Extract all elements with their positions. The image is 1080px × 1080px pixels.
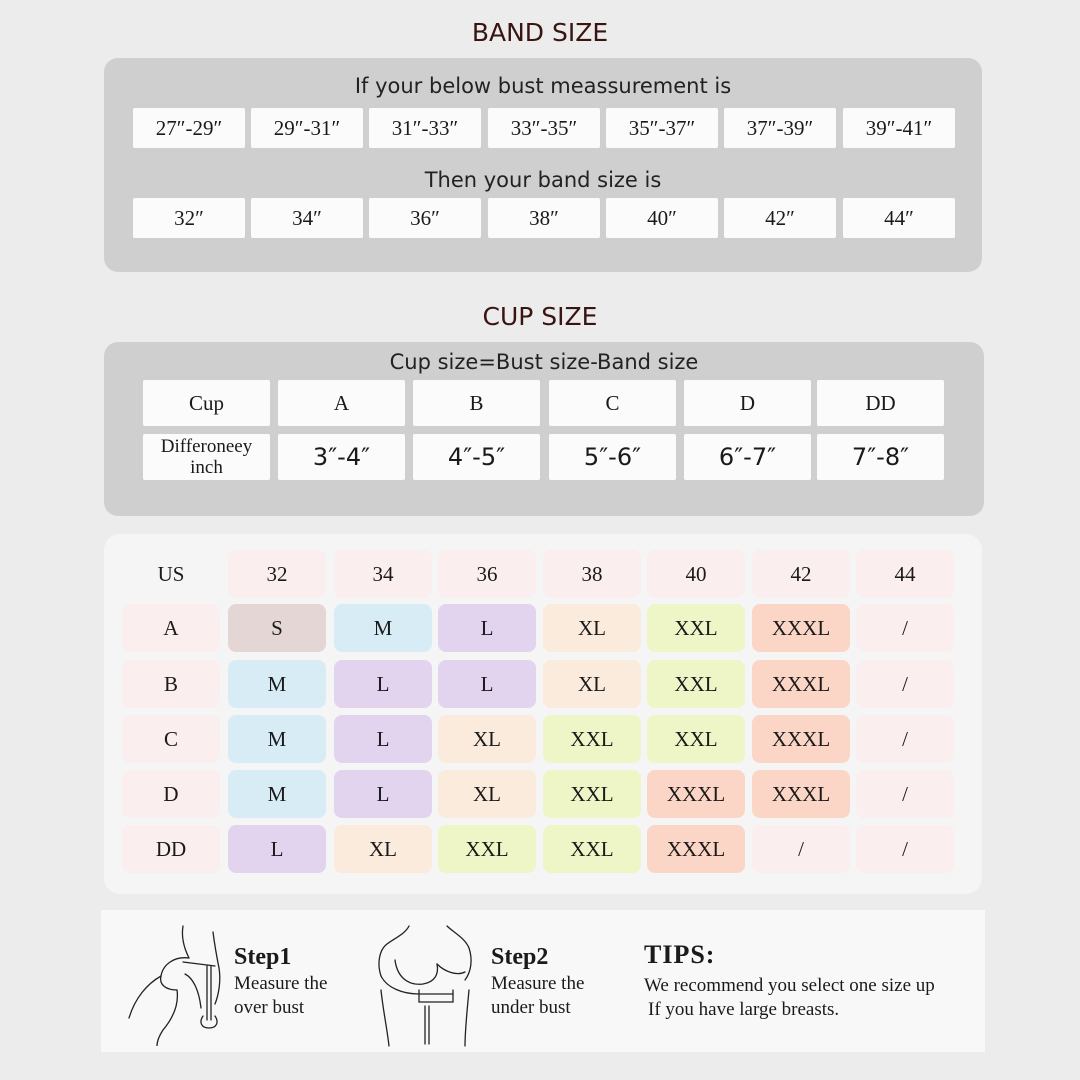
difference-cell: 5″-6″: [549, 434, 676, 480]
chart-size-cell: L: [438, 604, 536, 652]
band-size-panel: [104, 58, 982, 272]
chart-size-cell: S: [228, 604, 326, 652]
chart-size-cell: XL: [543, 604, 641, 652]
chart-band-header: 38: [543, 550, 641, 598]
step2-line2: under bust: [491, 997, 571, 1018]
difference-cell: 3″-4″: [278, 434, 405, 480]
cup-letter-cell: B: [413, 380, 540, 426]
band-size-cell: 44″: [843, 198, 955, 238]
chart-size-cell: XXL: [647, 715, 745, 763]
chart-size-cell: L: [334, 660, 432, 708]
chart-size-cell: /: [856, 715, 954, 763]
chart-band-header: 44: [856, 550, 954, 598]
chart-size-cell: L: [438, 660, 536, 708]
measurement-cell: 35″-37″: [606, 108, 718, 148]
step1-line1: Measure the: [234, 973, 328, 994]
measurement-cell: 37″-39″: [724, 108, 836, 148]
chart-size-cell: XL: [438, 770, 536, 818]
cup-letter-cell: A: [278, 380, 405, 426]
chart-size-cell: XXXL: [752, 770, 850, 818]
chart-corner-label: US: [157, 561, 185, 586]
step1-line2: over bust: [234, 997, 305, 1018]
difference-label-line1: Differoneey: [160, 436, 253, 457]
difference-row-label: [143, 434, 270, 480]
step2-line1: Measure the: [491, 973, 585, 994]
chart-size-cell: XXXL: [752, 715, 850, 763]
chart-cup-header: C: [122, 715, 220, 763]
step2-description: [491, 972, 584, 1020]
chart-cup-header: D: [122, 770, 220, 818]
chart-size-cell: XXL: [647, 660, 745, 708]
band-size-cell: 32″: [133, 198, 245, 238]
cup-size-title: CUP SIZE: [482, 302, 598, 331]
band-size-cell: 42″: [724, 198, 836, 238]
chart-size-cell: /: [856, 825, 954, 873]
band-size-prompt: If your below bust meassurement is: [354, 74, 732, 98]
cup-letter-cell: D: [684, 380, 811, 426]
step1-description: [234, 972, 327, 1020]
band-size-result-prompt: Then your band size is: [424, 168, 662, 192]
chart-size-cell: /: [856, 660, 954, 708]
cup-letter-cell: DD: [817, 380, 944, 426]
chart-size-cell: XXL: [543, 715, 641, 763]
chart-size-cell: XXXL: [647, 770, 745, 818]
difference-cell: 6″-7″: [684, 434, 811, 480]
cup-letter-cell: C: [549, 380, 676, 426]
chart-size-cell: XXL: [543, 770, 641, 818]
chart-size-cell: M: [228, 715, 326, 763]
band-size-title: BAND SIZE: [471, 18, 609, 47]
chart-size-cell: L: [334, 715, 432, 763]
band-size-cell: 38″: [488, 198, 600, 238]
chart-band-header: 40: [647, 550, 745, 598]
chart-size-cell: XL: [543, 660, 641, 708]
chart-cup-header: DD: [122, 825, 220, 873]
cup-row-label: Cup: [143, 380, 270, 426]
instructions-panel: [101, 910, 985, 1052]
measurement-cell: 31″-33″: [369, 108, 481, 148]
measurement-cell: 27″-29″: [133, 108, 245, 148]
step1-illustration-icon: [123, 918, 228, 1046]
chart-size-cell: XXL: [647, 604, 745, 652]
chart-band-header: 42: [752, 550, 850, 598]
chart-band-header: 32: [228, 550, 326, 598]
chart-size-cell: XXL: [438, 825, 536, 873]
difference-cell: 7″-8″: [817, 434, 944, 480]
difference-cell: 4″-5″: [413, 434, 540, 480]
band-size-cell: 36″: [369, 198, 481, 238]
step2-title: Step2: [491, 944, 549, 970]
measurement-cell: 29″-31″: [251, 108, 363, 148]
chart-band-header: 36: [438, 550, 536, 598]
chart-size-cell: /: [752, 825, 850, 873]
chart-band-header: 34: [334, 550, 432, 598]
difference-label-line2: inch: [190, 457, 223, 478]
chart-size-cell: XL: [334, 825, 432, 873]
chart-cup-header: A: [122, 604, 220, 652]
chart-cup-header: B: [122, 660, 220, 708]
tips-title: TIPS:: [644, 940, 716, 969]
chart-size-cell: XXXL: [647, 825, 745, 873]
band-size-cell: 34″: [251, 198, 363, 238]
chart-size-cell: /: [856, 770, 954, 818]
chart-size-cell: L: [228, 825, 326, 873]
chart-size-cell: XXL: [543, 825, 641, 873]
chart-size-cell: XL: [438, 715, 536, 763]
chart-size-cell: L: [334, 770, 432, 818]
chart-size-cell: M: [334, 604, 432, 652]
band-size-cell: 40″: [606, 198, 718, 238]
tips-line2: If you have large breasts.: [648, 999, 840, 1020]
chart-size-cell: M: [228, 660, 326, 708]
tips-line1: We recommend you select one size up: [644, 975, 935, 996]
cup-size-panel: [104, 342, 984, 516]
cup-size-formula: Cup size=Bust size-Band size: [389, 350, 699, 374]
step2-illustration-icon: [373, 920, 479, 1048]
measurement-cell: 33″-35″: [488, 108, 600, 148]
step1-title: Step1: [234, 944, 292, 970]
chart-size-cell: XXXL: [752, 660, 850, 708]
tips-description: [644, 974, 935, 1022]
chart-size-cell: M: [228, 770, 326, 818]
measurement-cell: 39″-41″: [843, 108, 955, 148]
chart-size-cell: XXXL: [752, 604, 850, 652]
size-chart: [104, 534, 982, 894]
chart-size-cell: /: [856, 604, 954, 652]
